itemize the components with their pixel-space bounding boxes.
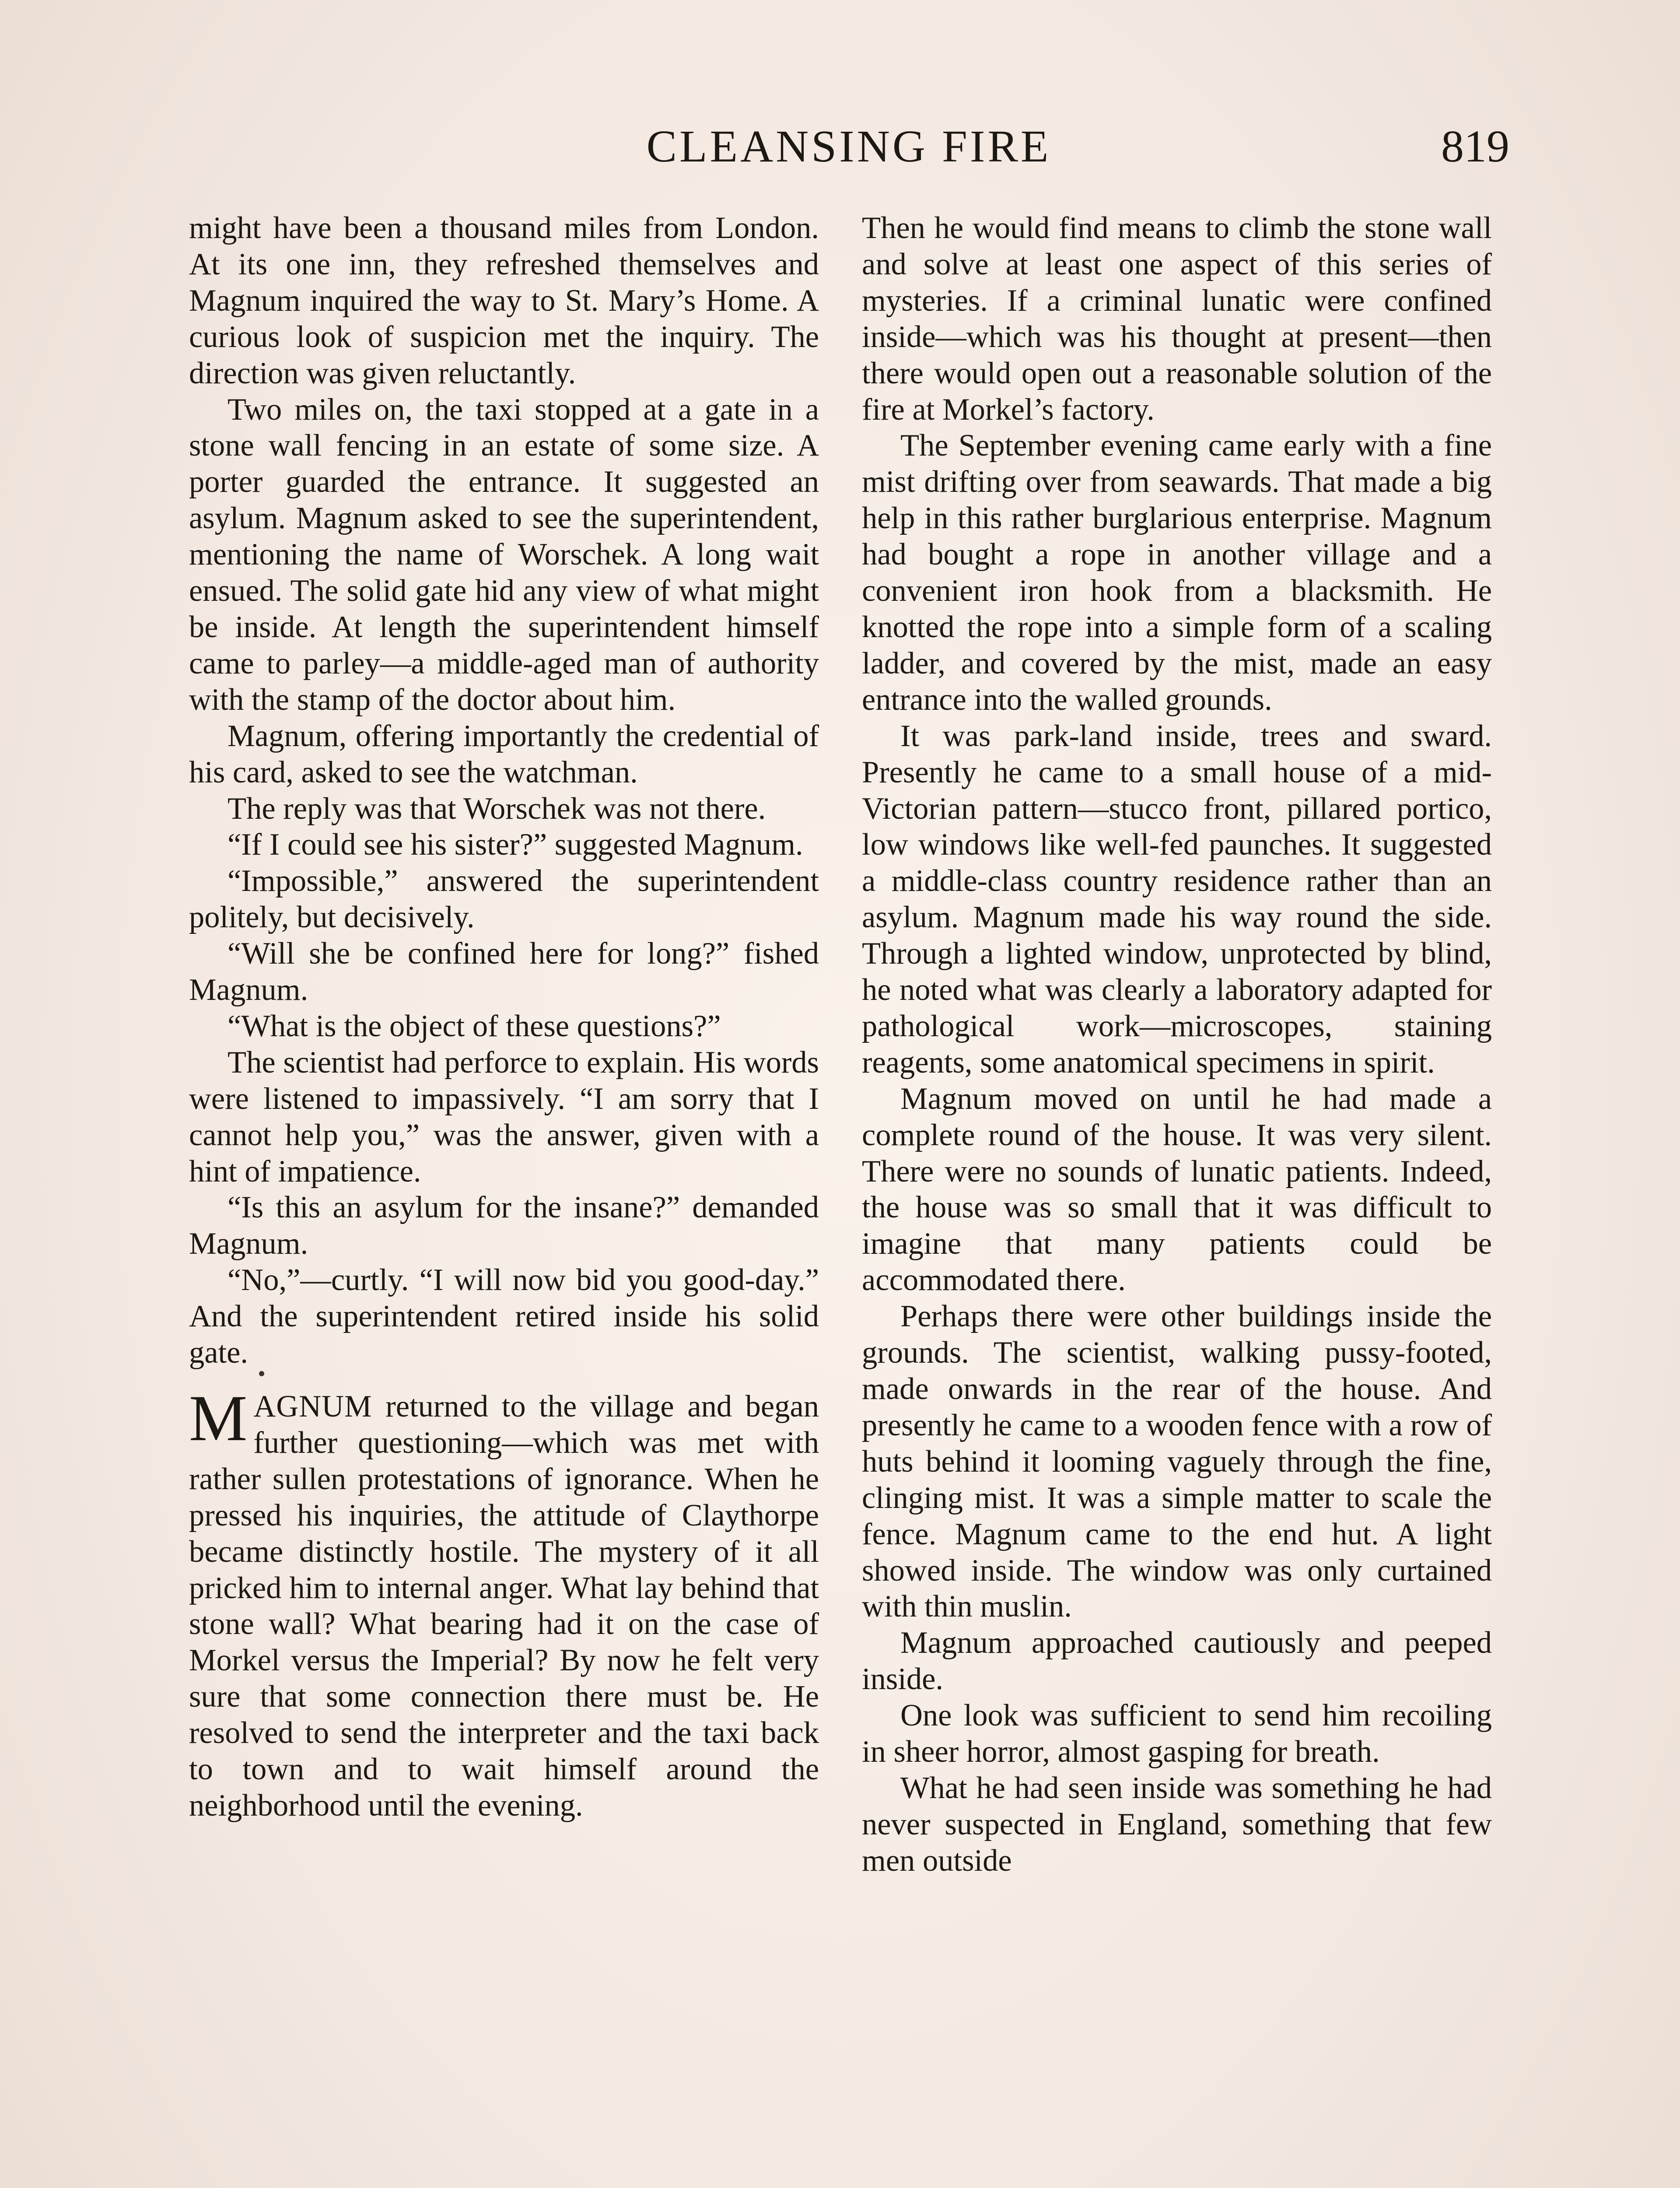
- paragraph: The September evening came early with a fine mist drifting over from seawards. That made a big help in this rather burglarious enterprise. Magnum had bought a rope in another village and a convenient iron hook from a blacksmith. He knotted the rope into a simple form of a scaling ladder, and covered by the mist, made an easy entrance into the walled grounds.: [862, 428, 1492, 717]
- paragraph: The reply was that Worschek was not there.: [228, 791, 766, 826]
- page-header: [188, 118, 1509, 179]
- paragraph: “Is this an asylum for the insane?” demanded Magnum.: [189, 1190, 819, 1261]
- page-number: 819: [1441, 121, 1509, 172]
- paragraph: The scientist had perforce to explain. His words were listened to impassively. “I am sorry that I cannot help you,” was the answer, given with a hint of impatience.: [189, 1045, 819, 1189]
- paragraph: “No,”—curtly. “I will now bid you good-day.” And the superintendent retired inside his solid gate.: [189, 1263, 819, 1370]
- lead-in-word: AGNUM: [253, 1389, 372, 1424]
- paragraph: Then he would find means to climb the stone wall and solve at least one aspect of this series of mysteries. If a criminal lunatic were confined inside—which was his thought at present—then there would open out a reasonable solution of the fire at Morkel’s factory.: [862, 211, 1492, 427]
- paragraph: Magnum approached cautiously and peeped inside.: [862, 1626, 1492, 1697]
- paragraph: “Impossible,” answered the superintendent politely, but decisively.: [189, 864, 819, 935]
- paragraph: Two miles on, the taxi stopped at a gate in a stone wall fencing in an estate of some size. A porter guarded the entrance. It suggested an asylum. Magnum asked to see the superintendent, mentioning the name of Worschek. A long wait ensued. The solid gate hid any view of what might be inside. At length the superintendent himself came to parley—a middle-aged man of authority with the stamp of the doctor about him.: [189, 392, 819, 717]
- paragraph-text: returned to the village and began further questioning—which was met with rather sullen protestations of ignorance. When he pressed his inquiries, the attitude of Claythorpe became distinctly hostile. The mystery of it all pricked him to internal anger. What lay behind that stone wall? What bearing had it on the case of Morkel versus the Imperial? By now he felt very sure that some connection there must be. He resolved to send the interpreter and the taxi back to town and to wait himself around the neighborhood until the evening.: [189, 1389, 819, 1823]
- paragraph: Magnum moved on until he had made a complete round of the house. It was very silent. There were no sounds of lunatic patients. Indeed, the house was so small that it was difficult to imagine that many patients could be accommodated there.: [862, 1081, 1492, 1297]
- paragraph: “If I could see his sister?” suggested Magnum.: [228, 828, 803, 862]
- section-opening-paragraph: [189, 1382, 819, 1824]
- paragraph: “Will she be confined here for long?” fished Magnum.: [189, 936, 819, 1007]
- paragraph: One look was sufficient to send him recoiling in sheer horror, almost gasping for breath.: [862, 1698, 1492, 1769]
- section-break: [189, 1371, 819, 1389]
- paragraph: Perhaps there were other buildings inside the grounds. The scientist, walking pussy-footed, made onwards in the rear of the house. And presently he came to a wooden fence with a row of huts behind it looming vaguely through the fine, clinging mist. It was a simple matter to scale the fence. Magnum came to the end hut. A light showed inside. The window was only curtained with thin muslin.: [862, 1299, 1492, 1624]
- right-column: [862, 210, 1492, 1879]
- paragraph: Magnum, offering importantly the credential of his card, asked to see the watchman.: [189, 719, 819, 789]
- paragraph: It was park-land inside, trees and sward. Presently he came to a small house of a mid-Victorian pattern—stucco front, pillared portico, low windows like well-fed paunches. It suggested a middle-class country residence rather than an asylum. Magnum made his way round the side. Through a lighted window, unprotected by blind, he noted what was clearly a laboratory adapted for pathological work—microscopes, staining reagents, some anatomical specimens in spirit.: [862, 719, 1492, 1080]
- paragraph: might have been a thousand miles from London. At its one inn, they refreshed themselves and Magnum inquired the way to St. Mary’s Home. A curious look of suspicion met the inquiry. The direction was given reluctantly.: [189, 211, 819, 390]
- drop-cap: M: [189, 1382, 248, 1455]
- paragraph: What he had seen inside was something he had never suspected in England, something that few men outside: [862, 1771, 1492, 1878]
- section-break-dot: [259, 1371, 264, 1376]
- left-column: [189, 210, 819, 1824]
- running-title: CLEANSING FIRE: [646, 121, 1051, 172]
- paragraph: “What is the object of these questions?”: [228, 1009, 721, 1043]
